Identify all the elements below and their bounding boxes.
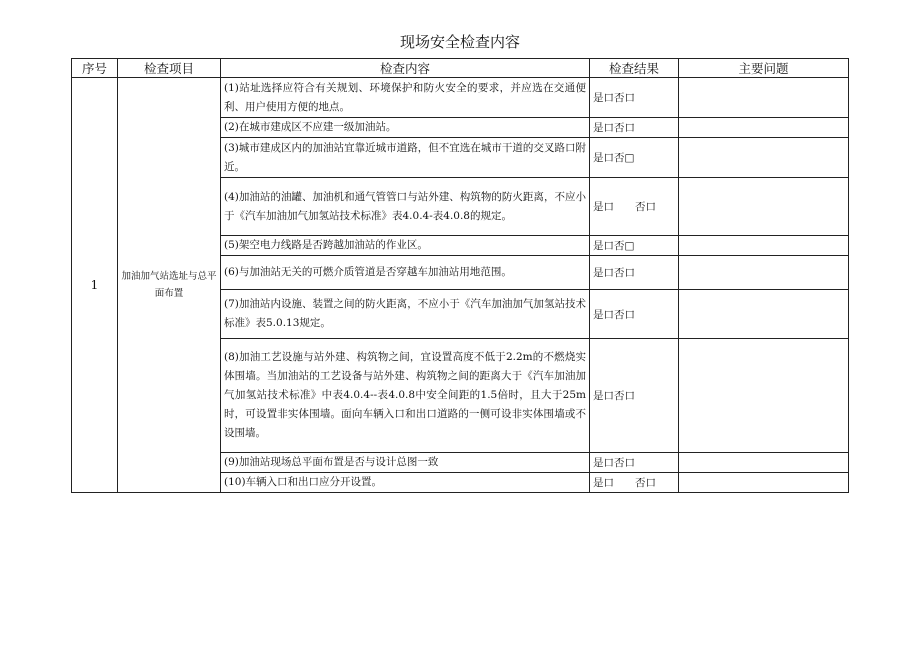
row-issue[interactable]	[679, 236, 849, 256]
row-content: (10)车辆入口和出口应分开设置。	[221, 473, 590, 493]
row-result[interactable]: 是口否口	[590, 118, 679, 138]
section-item: 加油加气站选址与总平面布置	[118, 78, 221, 493]
row-issue[interactable]	[679, 138, 849, 178]
row-content: (4)加油站的油罐、加油机和通气管管口与站外建、构筑物的防火距离，不应小于《汽车加油加气加氢站技术标准》表4.0.4-表4.0.8的规定。	[221, 178, 590, 236]
row-content: (3)城市建成区内的加油站宜靠近城市道路，但不宜选在城市干道的交叉路口附近。	[221, 138, 590, 178]
row-result[interactable]: 是口否口	[590, 453, 679, 473]
row-issue[interactable]	[679, 256, 849, 290]
row-result[interactable]: 是口否□	[590, 236, 679, 256]
row-issue[interactable]	[679, 178, 849, 236]
row-issue[interactable]	[679, 473, 849, 493]
row-result[interactable]: 是口 否口	[590, 473, 679, 493]
row-issue[interactable]	[679, 453, 849, 473]
inspection-table	[71, 58, 849, 493]
row-issue[interactable]	[679, 339, 849, 453]
header-no: 序号	[72, 59, 118, 78]
row-result[interactable]: 是口 否口	[590, 178, 679, 236]
table-header-row	[72, 59, 849, 78]
row-result[interactable]: 是口否口	[590, 339, 679, 453]
page-title: 现场安全检查内容	[399, 33, 520, 51]
header-result: 检查结果	[590, 59, 679, 78]
row-issue[interactable]	[679, 290, 849, 339]
row-content: (6)与加油站无关的可燃介质管道是否穿越车加油站用地范围。	[221, 256, 590, 290]
row-content: (2)在城市建成区不应建一级加油站。	[221, 118, 590, 138]
row-content: (8)加油工艺设施与站外建、构筑物之间，宜设置高度不低于2.2m的不燃烧实体围墙。当加油站的工艺设备与站外建、构筑物之间的距离大于《汽车加油加气加氢站技术标准》中表4.0.4--表4.0.8中安全间距的1.5倍时，且大于25m时，可设置非实体围墙。面向车辆入口和出口道路的一侧可设非实体围墙或不设围墙。	[221, 339, 590, 453]
row-content: (1)站址选择应符合有关规划、环境保护和防火安全的要求，并应选在交通便利、用户使用方便的地点。	[221, 78, 590, 118]
row-issue[interactable]	[679, 118, 849, 138]
row-content: (5)架空电力线路是否跨越加油站的作业区。	[221, 236, 590, 256]
header-content: 检查内容	[221, 59, 590, 78]
row-result[interactable]: 是口否□	[590, 138, 679, 178]
section-number: 1	[72, 78, 118, 493]
row-issue[interactable]	[679, 78, 849, 118]
row-content: (9)加油站现场总平面布置是否与设计总图一致	[221, 453, 590, 473]
header-item: 检查项目	[118, 59, 221, 78]
row-result[interactable]: 是口否口	[590, 290, 679, 339]
header-issue: 主要问题	[679, 59, 849, 78]
row-result[interactable]: 是口否口	[590, 78, 679, 118]
row-content: (7)加油站内设施、装置之间的防火距离，不应小于《汽车加油加气加氢站技术标准》表5.0.13规定。	[221, 290, 590, 339]
table-row	[72, 78, 849, 118]
row-result[interactable]: 是口否口	[590, 256, 679, 290]
